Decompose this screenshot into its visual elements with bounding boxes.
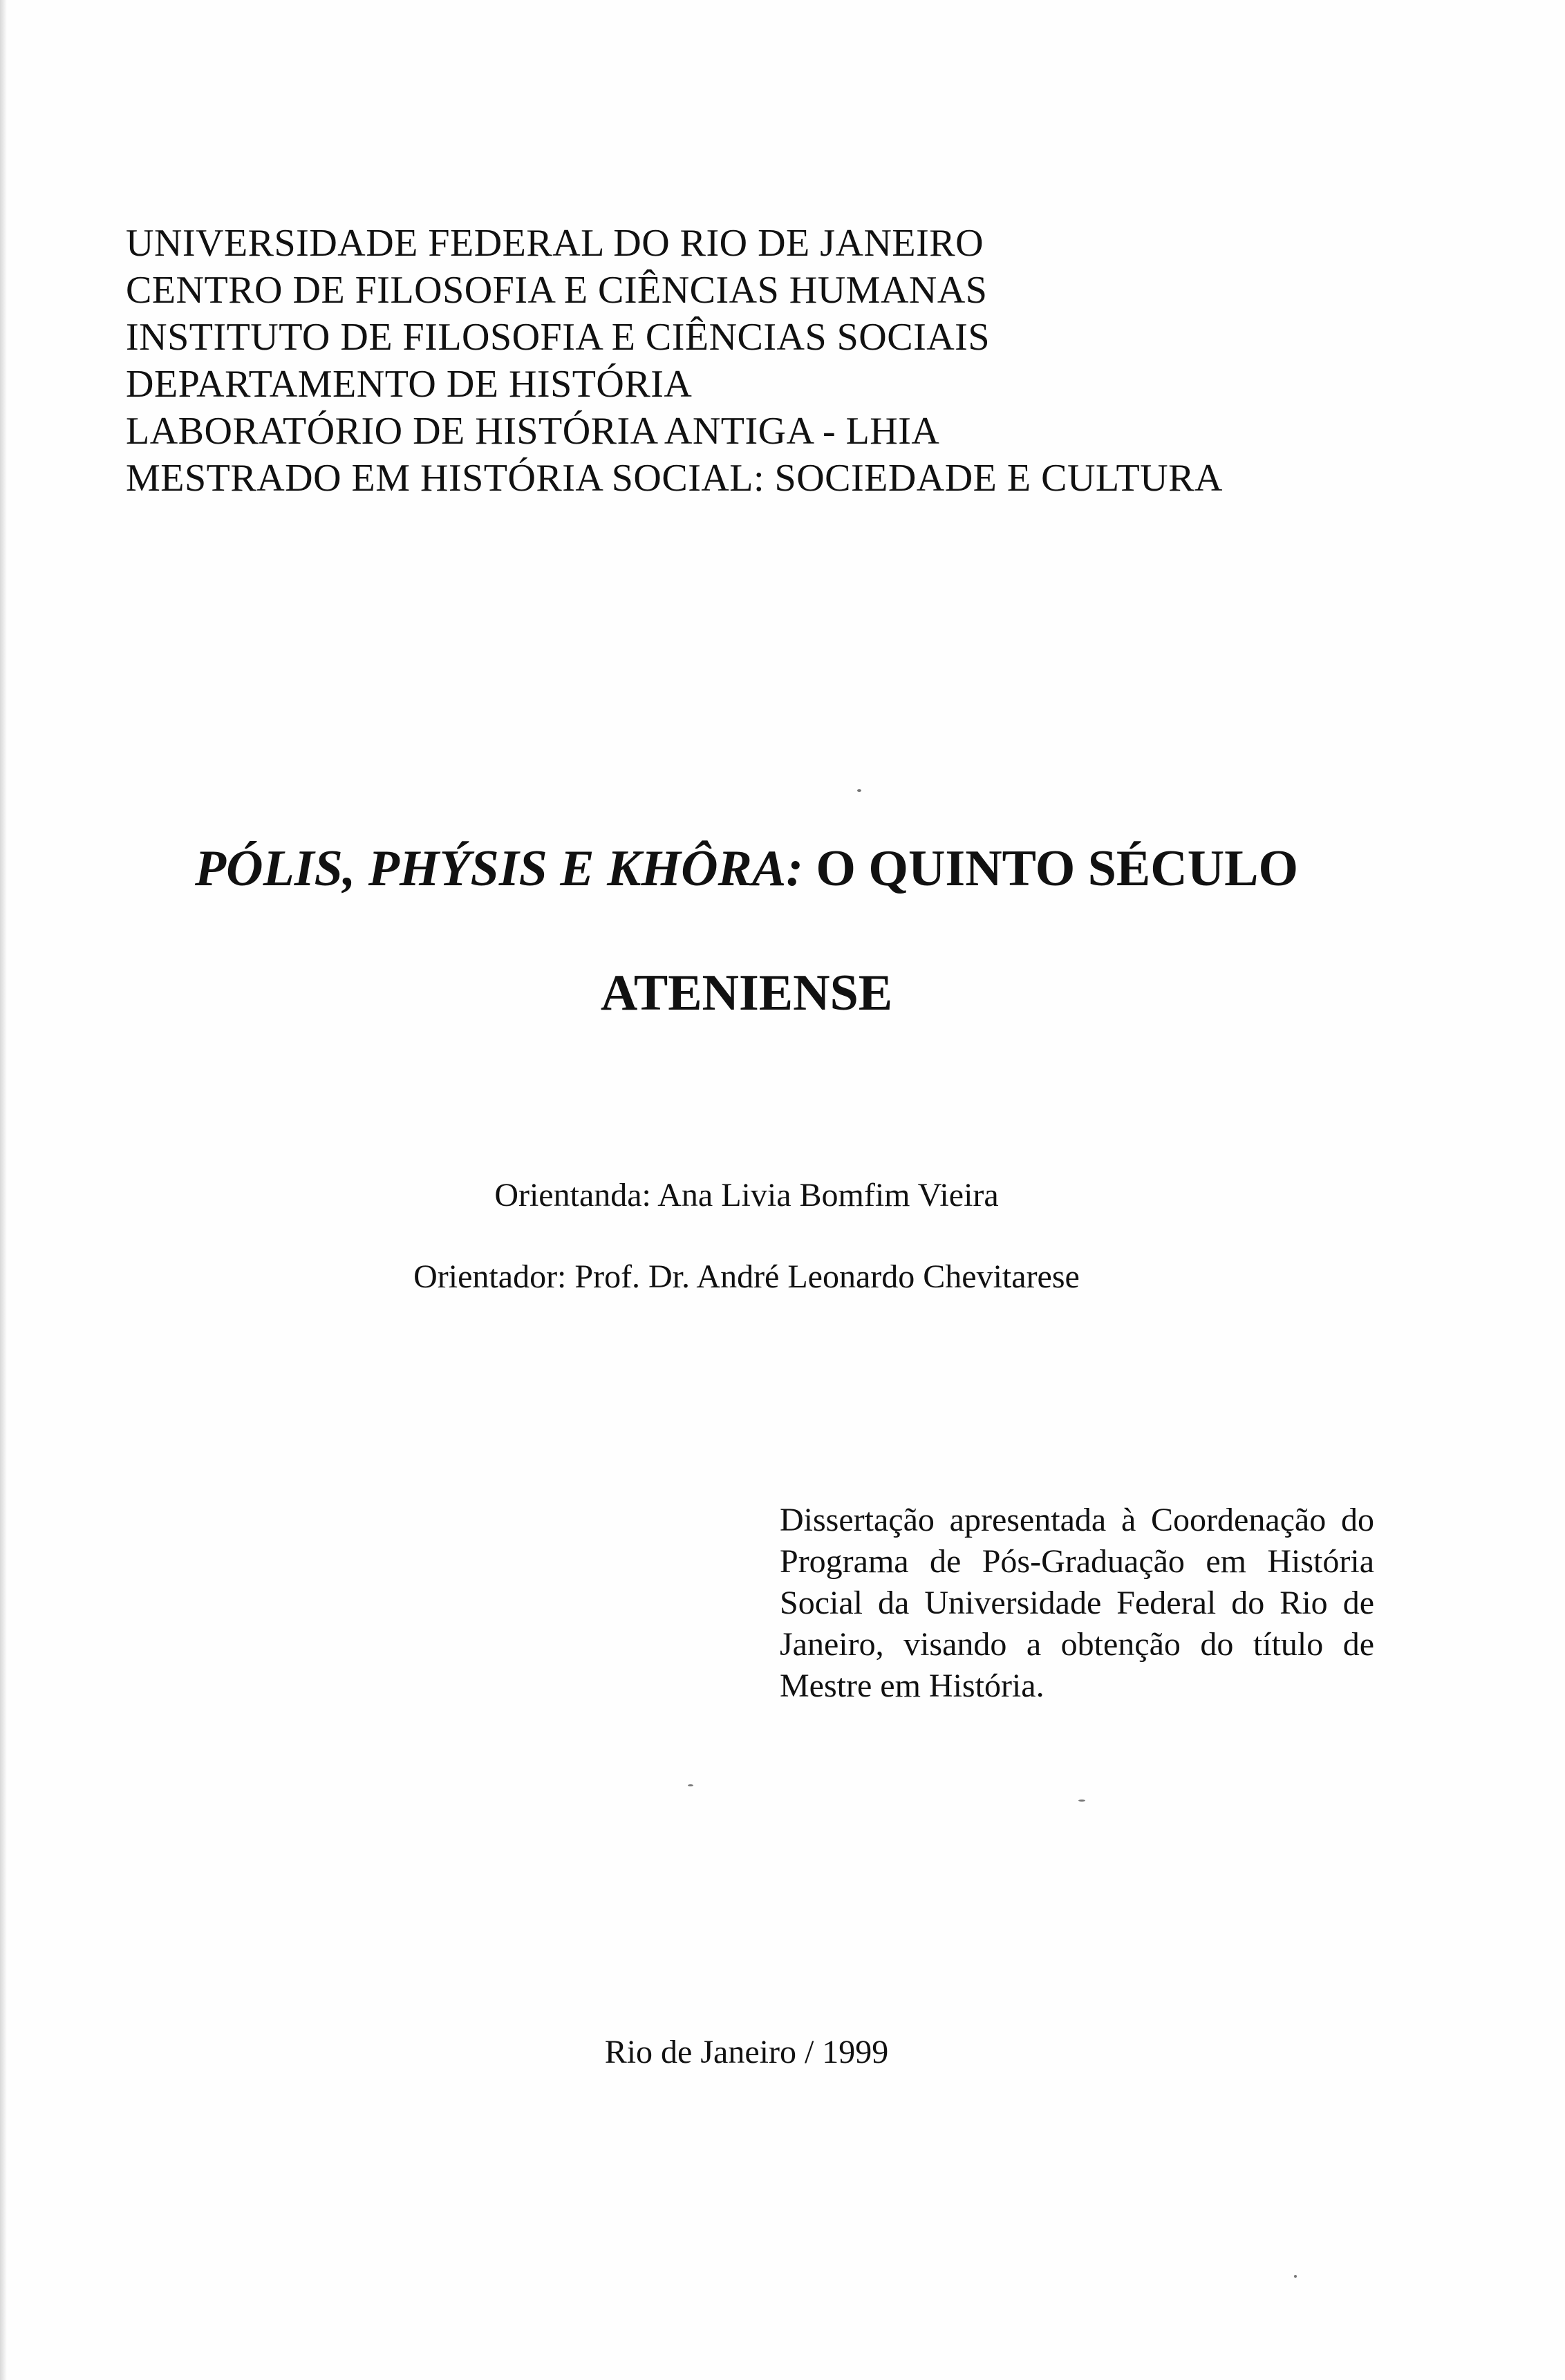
institution-line-university: UNIVERSIDADE FEDERAL DO RIO DE JANEIRO	[126, 222, 984, 265]
institution-line-department: DEPARTAMENTO DE HISTÓRIA	[126, 363, 693, 406]
place-and-year: Rio de Janeiro / 1999	[604, 2034, 889, 2070]
institution-line-institute: INSTITUTO DE FILOSOFIA E CIÊNCIAS SOCIAIS	[126, 316, 990, 359]
scan-speck	[688, 1784, 693, 1786]
scan-speck	[1294, 2275, 1297, 2278]
scan-speck	[857, 789, 861, 792]
institution-line-laboratory: LABORATÓRIO DE HISTÓRIA ANTIGA - LHIA	[126, 410, 940, 453]
thesis-title-italic: PÓLIS, PHÝSIS E KHÔRA:	[194, 840, 803, 897]
thesis-title-line-1	[0, 840, 1493, 898]
scan-speck	[1078, 1800, 1085, 1802]
thesis-title-line-2: ATENIENSE	[600, 965, 893, 1021]
institution-header	[126, 220, 1439, 502]
institution-line-center: CENTRO DE FILOSOFIA E CIÊNCIAS HUMANAS	[126, 269, 988, 312]
institution-line-program: MESTRADO EM HISTÓRIA SOCIAL: SOCIEDADE E CULTURA	[126, 457, 1223, 500]
student-name: Orientanda: Ana Livia Bomfim Vieira	[494, 1177, 999, 1213]
thesis-title-regular: O QUINTO SÉCULO	[803, 840, 1299, 897]
dissertation-note: Dissertação apresentada à Coordenação do Programa de Pós-Graduação em História Social da Universidade Federal do Rio de Janeiro, visando a obtenção do título de Mestre em História.	[780, 1502, 1374, 1704]
advisor-name: Orientador: Prof. Dr. André Leonardo Chevitarese	[413, 1258, 1080, 1295]
